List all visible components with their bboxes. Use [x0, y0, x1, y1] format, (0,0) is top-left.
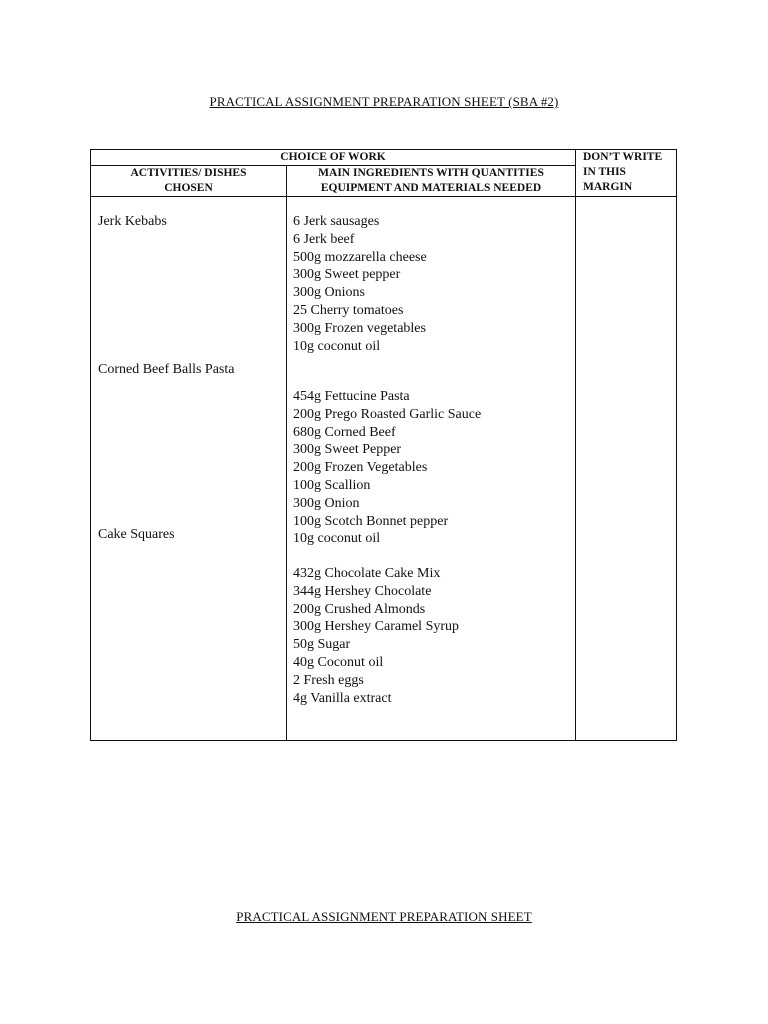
ingredient-item: 6 Jerk beef	[293, 231, 355, 247]
ingredient-item: 2 Fresh eggs	[293, 672, 364, 688]
ingredients-header	[287, 166, 575, 196]
ingredient-item: 300g Sweet Pepper	[293, 442, 402, 458]
page-title: PRACTICAL ASSIGNMENT PREPARATION SHEET (SBA #2)	[209, 94, 559, 109]
ingredient-item: 6 Jerk sausages	[293, 214, 380, 229]
column-divider-1	[286, 165, 287, 740]
margin-header-line-2: IN THIS	[583, 166, 626, 178]
ingredient-item: 25 Cherry tomatoes	[293, 302, 404, 318]
column-divider-2	[575, 150, 576, 740]
dish-name: Cake Squares	[98, 527, 175, 542]
dish-name: Jerk Kebabs	[98, 214, 167, 229]
ingredient-item: 300g Onion	[293, 495, 360, 511]
margin-header-line-3: MARGIN	[583, 181, 633, 193]
ingredient-item: 500g mozzarella cheese	[293, 249, 427, 265]
ingredient-list	[293, 213, 427, 355]
ingredient-item: 300g Sweet pepper	[293, 267, 401, 283]
dish-name: Corned Beef Balls Pasta	[98, 362, 235, 377]
ingredient-item: 680g Corned Beef	[293, 424, 396, 440]
ingredient-item: 50g Sugar	[293, 637, 351, 653]
ingredient-item: 100g Scotch Bonnet pepper	[293, 513, 449, 529]
ingredient-list	[293, 565, 459, 707]
ingredient-item: 100g Scallion	[293, 477, 371, 493]
activities-header	[91, 166, 286, 196]
preparation-table	[90, 149, 677, 741]
activities-header-line-1: ACTIVITIES/ DISHES	[130, 167, 247, 179]
page-title-bottom: PRACTICAL ASSIGNMENT PREPARATION SHEET	[236, 909, 532, 924]
ingredients-header-line-1: MAIN INGREDIENTS WITH QUANTITIES	[318, 167, 544, 179]
ingredient-item: 300g Onions	[293, 285, 365, 301]
margin-header-line-1: DON’T WRITE	[583, 151, 663, 163]
activities-header-line-2: CHOSEN	[164, 182, 213, 194]
ingredient-item: 40g Coconut oil	[293, 654, 384, 670]
ingredient-item: 10g coconut oil	[293, 531, 381, 547]
ingredient-item: 432g Chocolate Cake Mix	[293, 566, 441, 581]
header-divider-2	[91, 196, 677, 197]
ingredient-item: 10g coconut oil	[293, 338, 381, 354]
ingredient-item: 200g Prego Roasted Garlic Sauce	[293, 406, 482, 422]
ingredient-list	[293, 388, 481, 548]
ingredients-header-line-2: EQUIPMENT AND MATERIALS NEEDED	[320, 182, 542, 194]
ingredient-item: 4g Vanilla extract	[293, 690, 392, 706]
ingredient-item: 344g Hershey Chocolate	[293, 583, 432, 599]
ingredient-item: 200g Crushed Almonds	[293, 601, 426, 617]
ingredient-item: 200g Frozen Vegetables	[293, 460, 428, 476]
ingredient-item: 300g Hershey Caramel Syrup	[293, 619, 460, 635]
ingredient-item: 454g Fettucine Pasta	[293, 389, 410, 404]
margin-header	[583, 150, 677, 195]
choice-of-work-header: CHOICE OF WORK	[280, 151, 386, 163]
ingredient-item: 300g Frozen vegetables	[293, 320, 426, 336]
